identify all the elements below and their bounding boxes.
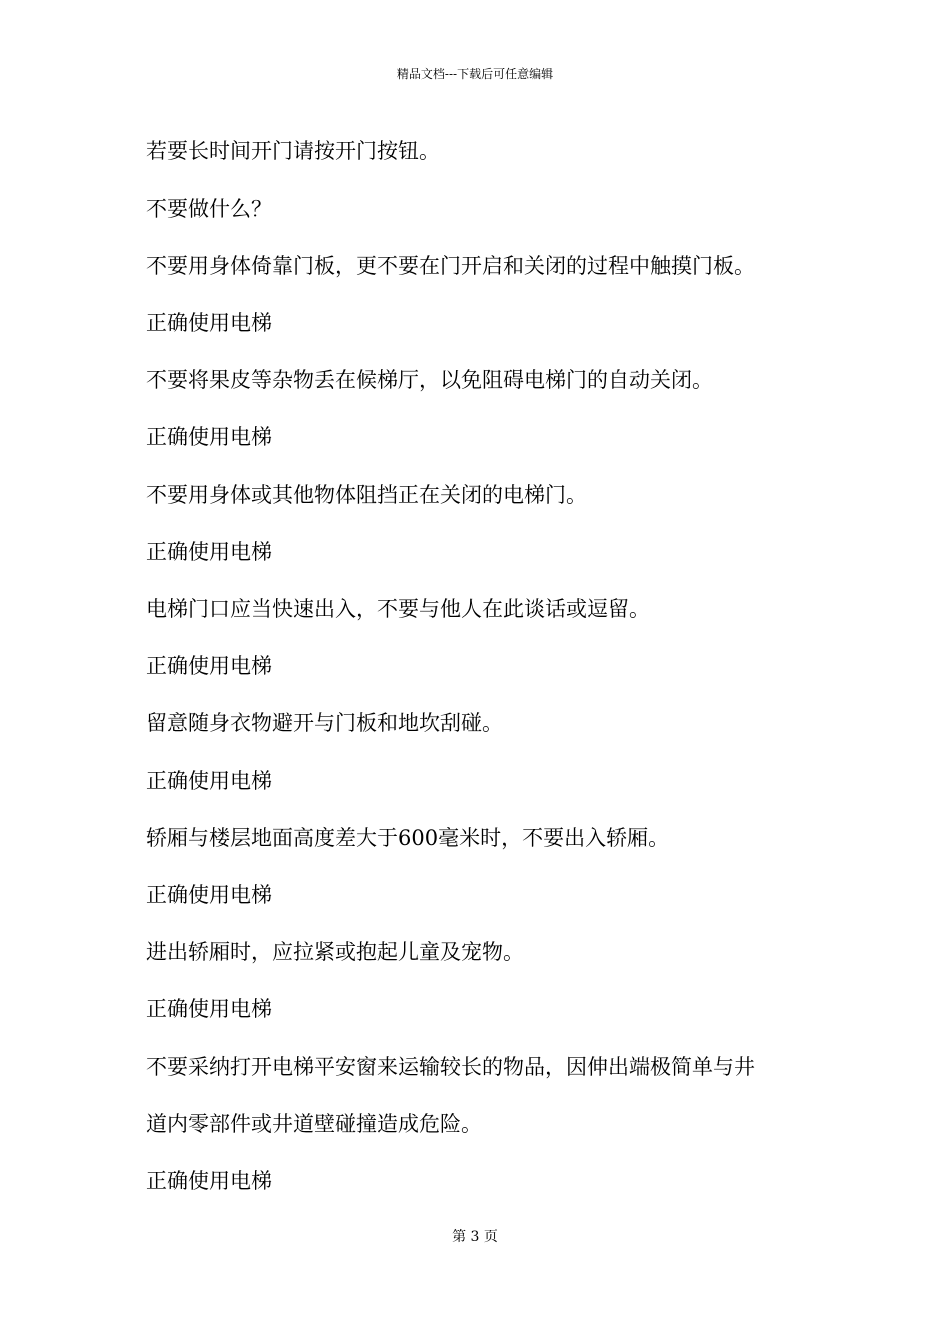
paragraph-line: 道内零部件或井道壁碰撞造成危险。 [146,1112,482,1136]
section-heading: 正确使用电梯 [146,769,272,793]
paragraph-line: 不要用身体倚靠门板，更不要在门开启和关闭的过程中触摸门板。 [146,254,755,278]
paragraph-line: 进出轿厢时，应拉紧或抱起儿童及宠物。 [146,940,524,964]
section-heading: 正确使用电梯 [146,883,272,907]
paragraph-line: 电梯门口应当快速出入，不要与他人在此谈话或逗留。 [146,597,650,621]
paragraph-line: 不要做什么？ [146,197,272,221]
section-heading: 正确使用电梯 [146,311,272,335]
paragraph-line: 留意随身衣物避开与门板和地坎刮碰。 [146,711,503,735]
section-heading: 正确使用电梯 [146,654,272,678]
section-heading: 正确使用电梯 [146,425,272,449]
paragraph-line: 不要将果皮等杂物丢在候梯厅，以免阻碍电梯门的自动关闭。 [146,368,713,392]
section-heading: 正确使用电梯 [146,997,272,1021]
paragraph-line: 不要用身体或其他物体阻挡正在关闭的电梯门。 [146,483,587,507]
page-number: 第 3 页 [452,1229,498,1245]
paragraph-line: 不要采纳打开电梯平安窗来运输较长的物品，因伸出端极简单与井 [146,1055,755,1079]
page-header: 精品文档---下载后可任意编辑 [396,67,554,81]
section-heading: 正确使用电梯 [146,540,272,564]
paragraph-line: 轿厢与楼层地面高度差大于600毫米时，不要出入轿厢。 [146,826,670,850]
section-heading: 正确使用电梯 [146,1169,272,1193]
paragraph-line: 若要长时间开门请按开门按钮。 [146,139,440,163]
